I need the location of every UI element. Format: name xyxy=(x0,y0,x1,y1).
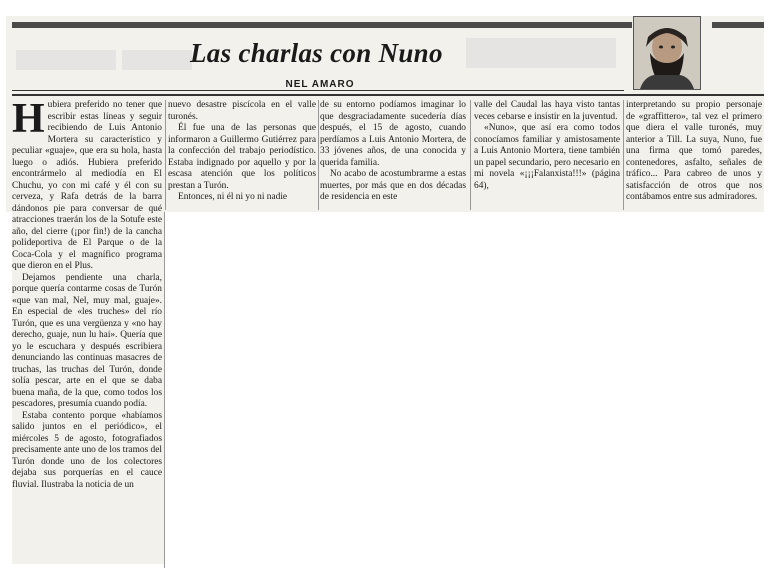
top-rule xyxy=(12,22,632,28)
column-divider xyxy=(165,100,166,210)
author-name: NEL AMARO xyxy=(282,79,359,90)
paragraph: Entonces, ni él ni yo ni nadie xyxy=(178,192,288,202)
column-divider xyxy=(470,100,471,210)
column-divider xyxy=(623,100,624,210)
paragraph: «Nuno», que así era como todos conocíamos familiar y amistosamente a Luis Antonio Mortera, tiene también un papel secundario, pero necesario en mi novela «¡¡¡Falanxista!!!» (página 64), xyxy=(474,123,620,191)
paragraph: nuevo desastre piscícola en el valle turonés. xyxy=(168,100,316,122)
bearded-portrait-icon xyxy=(634,17,700,89)
article-headline: Las charlas con Nuno xyxy=(190,38,443,68)
paragraph: valle del Caudal las haya visto tantas veces cebarse e insistir en la juventud. xyxy=(474,100,620,122)
paragraph: Estaba contento porque «habíamos salido juntos en el periódico», el miércoles 5 de agosto, fotografiados precisamente ante uno de los tramos del Turón donde uno de los colectores dejaba sus porquerías en el cauce fluvial. Ilustraba la noticia de un xyxy=(12,410,162,490)
paragraph: Él fue una de las personas que informaron a Guillermo Gutiérrez para la confección del trabajo periodístico. Estaba indignado por aquello y por la escasa atención que los políticos prestan a Turón. xyxy=(168,123,316,191)
paragraph: interpretando su propio personaje de «graffittero», tal vez el primero que diera el valle turonés, muy anterior a Till. La suya, Nuno, fue una firma que tomó paredes, contenedores, asfalto, señales de tráfico... Para cabreo de unos y satisfacción de otros que nos contábamos entre sus admiradores. xyxy=(626,100,762,202)
drop-cap: H xyxy=(12,96,45,142)
column-divider xyxy=(318,100,319,210)
article-column-2 xyxy=(168,100,316,204)
paragraph: Dejamos pendiente una charla, porque quería contarme cosas de Turón «que van mal, Nel, muy mal, guaje». En especial de «les truches» del río Turón, que es una vergüenza y «no hay derecho, guaje, nun lu hai». Quería que yo le escuchara y después escribiera denunciando las continuas masacres de truchas, las truchas del Turón, donde solía pescar, arte en el que se daba buena maña, de la que, como todos los pescadores, presumía cuando podía. xyxy=(12,272,162,409)
column-rule xyxy=(164,212,165,568)
article-column-1 xyxy=(12,96,162,491)
bleed-through-block xyxy=(466,38,616,68)
bleed-through-block xyxy=(122,50,192,70)
paragraph: No acabo de acostumbrarme a estas muertes, por más que en dos décadas de residencia en este xyxy=(320,169,466,202)
paragraph: de su entorno podíamos imaginar lo que desgraciadamente sucedería días después, el 15 de agosto, cuando perdíamos a Luis Antonio Mortera, de 33 jóvenes años, de una conocida y querida familia. xyxy=(320,100,466,168)
header-bottom-rule xyxy=(12,94,764,96)
top-rule-right xyxy=(712,22,764,28)
article-column-4 xyxy=(474,100,620,192)
article-column-3 xyxy=(320,100,466,204)
bleed-through-block xyxy=(16,50,116,70)
article-column-5 xyxy=(626,100,762,204)
author-photo xyxy=(633,16,701,90)
byline xyxy=(0,79,640,90)
paragraph: ubiera preferido no tener que escribir estas líneas y seguir recibiendo de Luis Antonio Mortera su característico y peculiar «guaje», que era su hola, hasta luego o adiós. Hubiera preferido encontrármelo al mediodía en El Chuchu, yo con mi café y él con su cerveza, y Rafa detrás de la barra dándonos pie para conversar de qué atracciones traerán los de la Sotufe este año, del cierre (¡por fin!) de la cancha polideportiva de El Parque o de la Coca-Cola y el magnífico programa que dieron en el Plus. xyxy=(12,100,162,271)
byline-rule xyxy=(12,90,624,91)
